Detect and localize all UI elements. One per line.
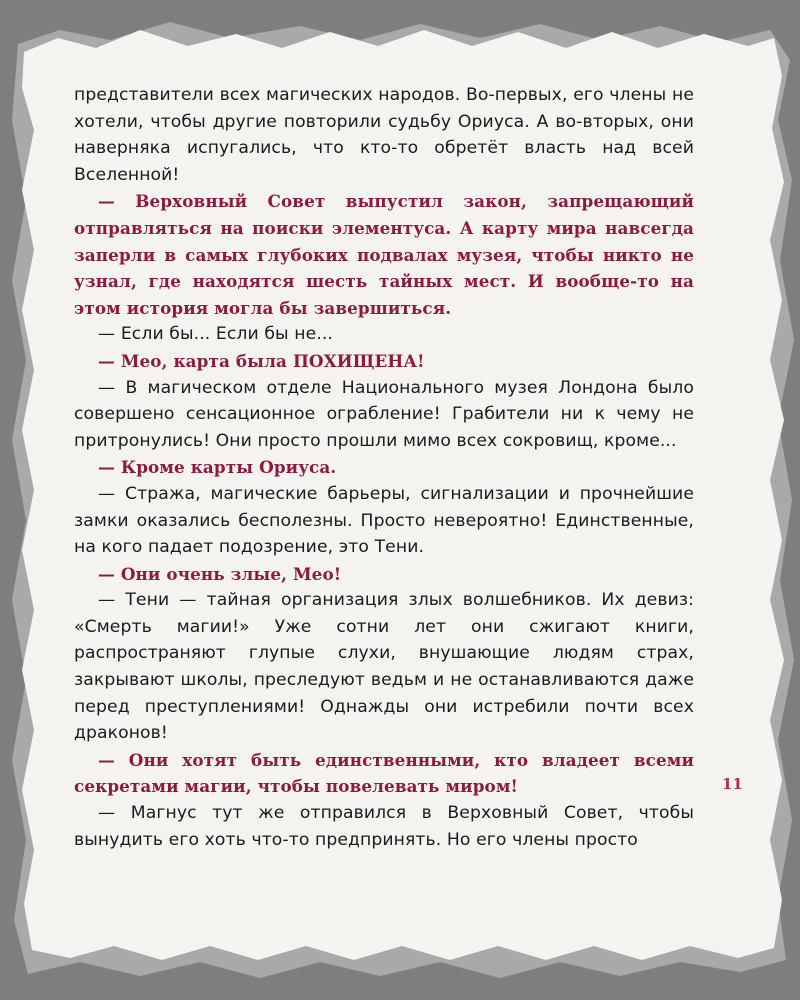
paragraph-9: — Тени — тайная организация злых волшебников. Их девиз: «Смерть магии!» Уже сотни лет они сжигают книги, распространяют глупые слухи, внушающие людям страх, закрывают школы, преследуют ведьм и не останавливаются даже перед преступлениями! Однажды они истребили почти всех драконов!: [74, 590, 694, 744]
paragraph-4: — Мео, карта была ПОХИЩЕНА!: [98, 350, 425, 371]
paragraph-1: представители всех магических народов. Во-первых, его члены не хотели, чтобы другие повторили судьбу Ориуса. А во-вторых, они наверняка испугались, что кто-то обретёт власть над всей Вселенной!: [74, 85, 694, 185]
body-text: [74, 82, 694, 853]
paragraph-2: — Верховный Совет выпустил закон, запрещающий отправляться на поиски элементуса. А карту мира навсегда заперли в самых глубоких подвалах музея, чтобы никто не узнал, где находятся шесть тайных мест. И вообще-то на этом история могла бы завершиться.: [74, 191, 694, 318]
paragraph-6: — Кроме карты Ориуса.: [98, 457, 337, 478]
paragraph-3: — Если бы... Если бы не...: [98, 324, 333, 345]
paragraph-10: — Они хотят быть единственными, кто владеет всеми секретами магии, чтобы повелевать миром!: [74, 749, 694, 797]
paragraph-8: — Они очень злые, Мео!: [98, 563, 342, 584]
page-number: 11: [722, 775, 743, 793]
paragraph-7: — Стража, магические барьеры, сигнализации и прочнейшие замки оказались бесполезны. Просто невероятно! Единственные, на кого падает подозрение, это Тени.: [74, 483, 694, 558]
paragraph-5: — В магическом отделе Национального музея Лондона было совершено сенсационное ограбление! Грабители ни к чему не притронулись! Они просто прошли мимо всех сокровищ, кроме...: [74, 377, 694, 451]
paragraph-11: — Магнус тут же отправился в Верховный Совет, чтобы вынудить его хоть что-то предпринять. Но его члены просто: [74, 803, 694, 850]
